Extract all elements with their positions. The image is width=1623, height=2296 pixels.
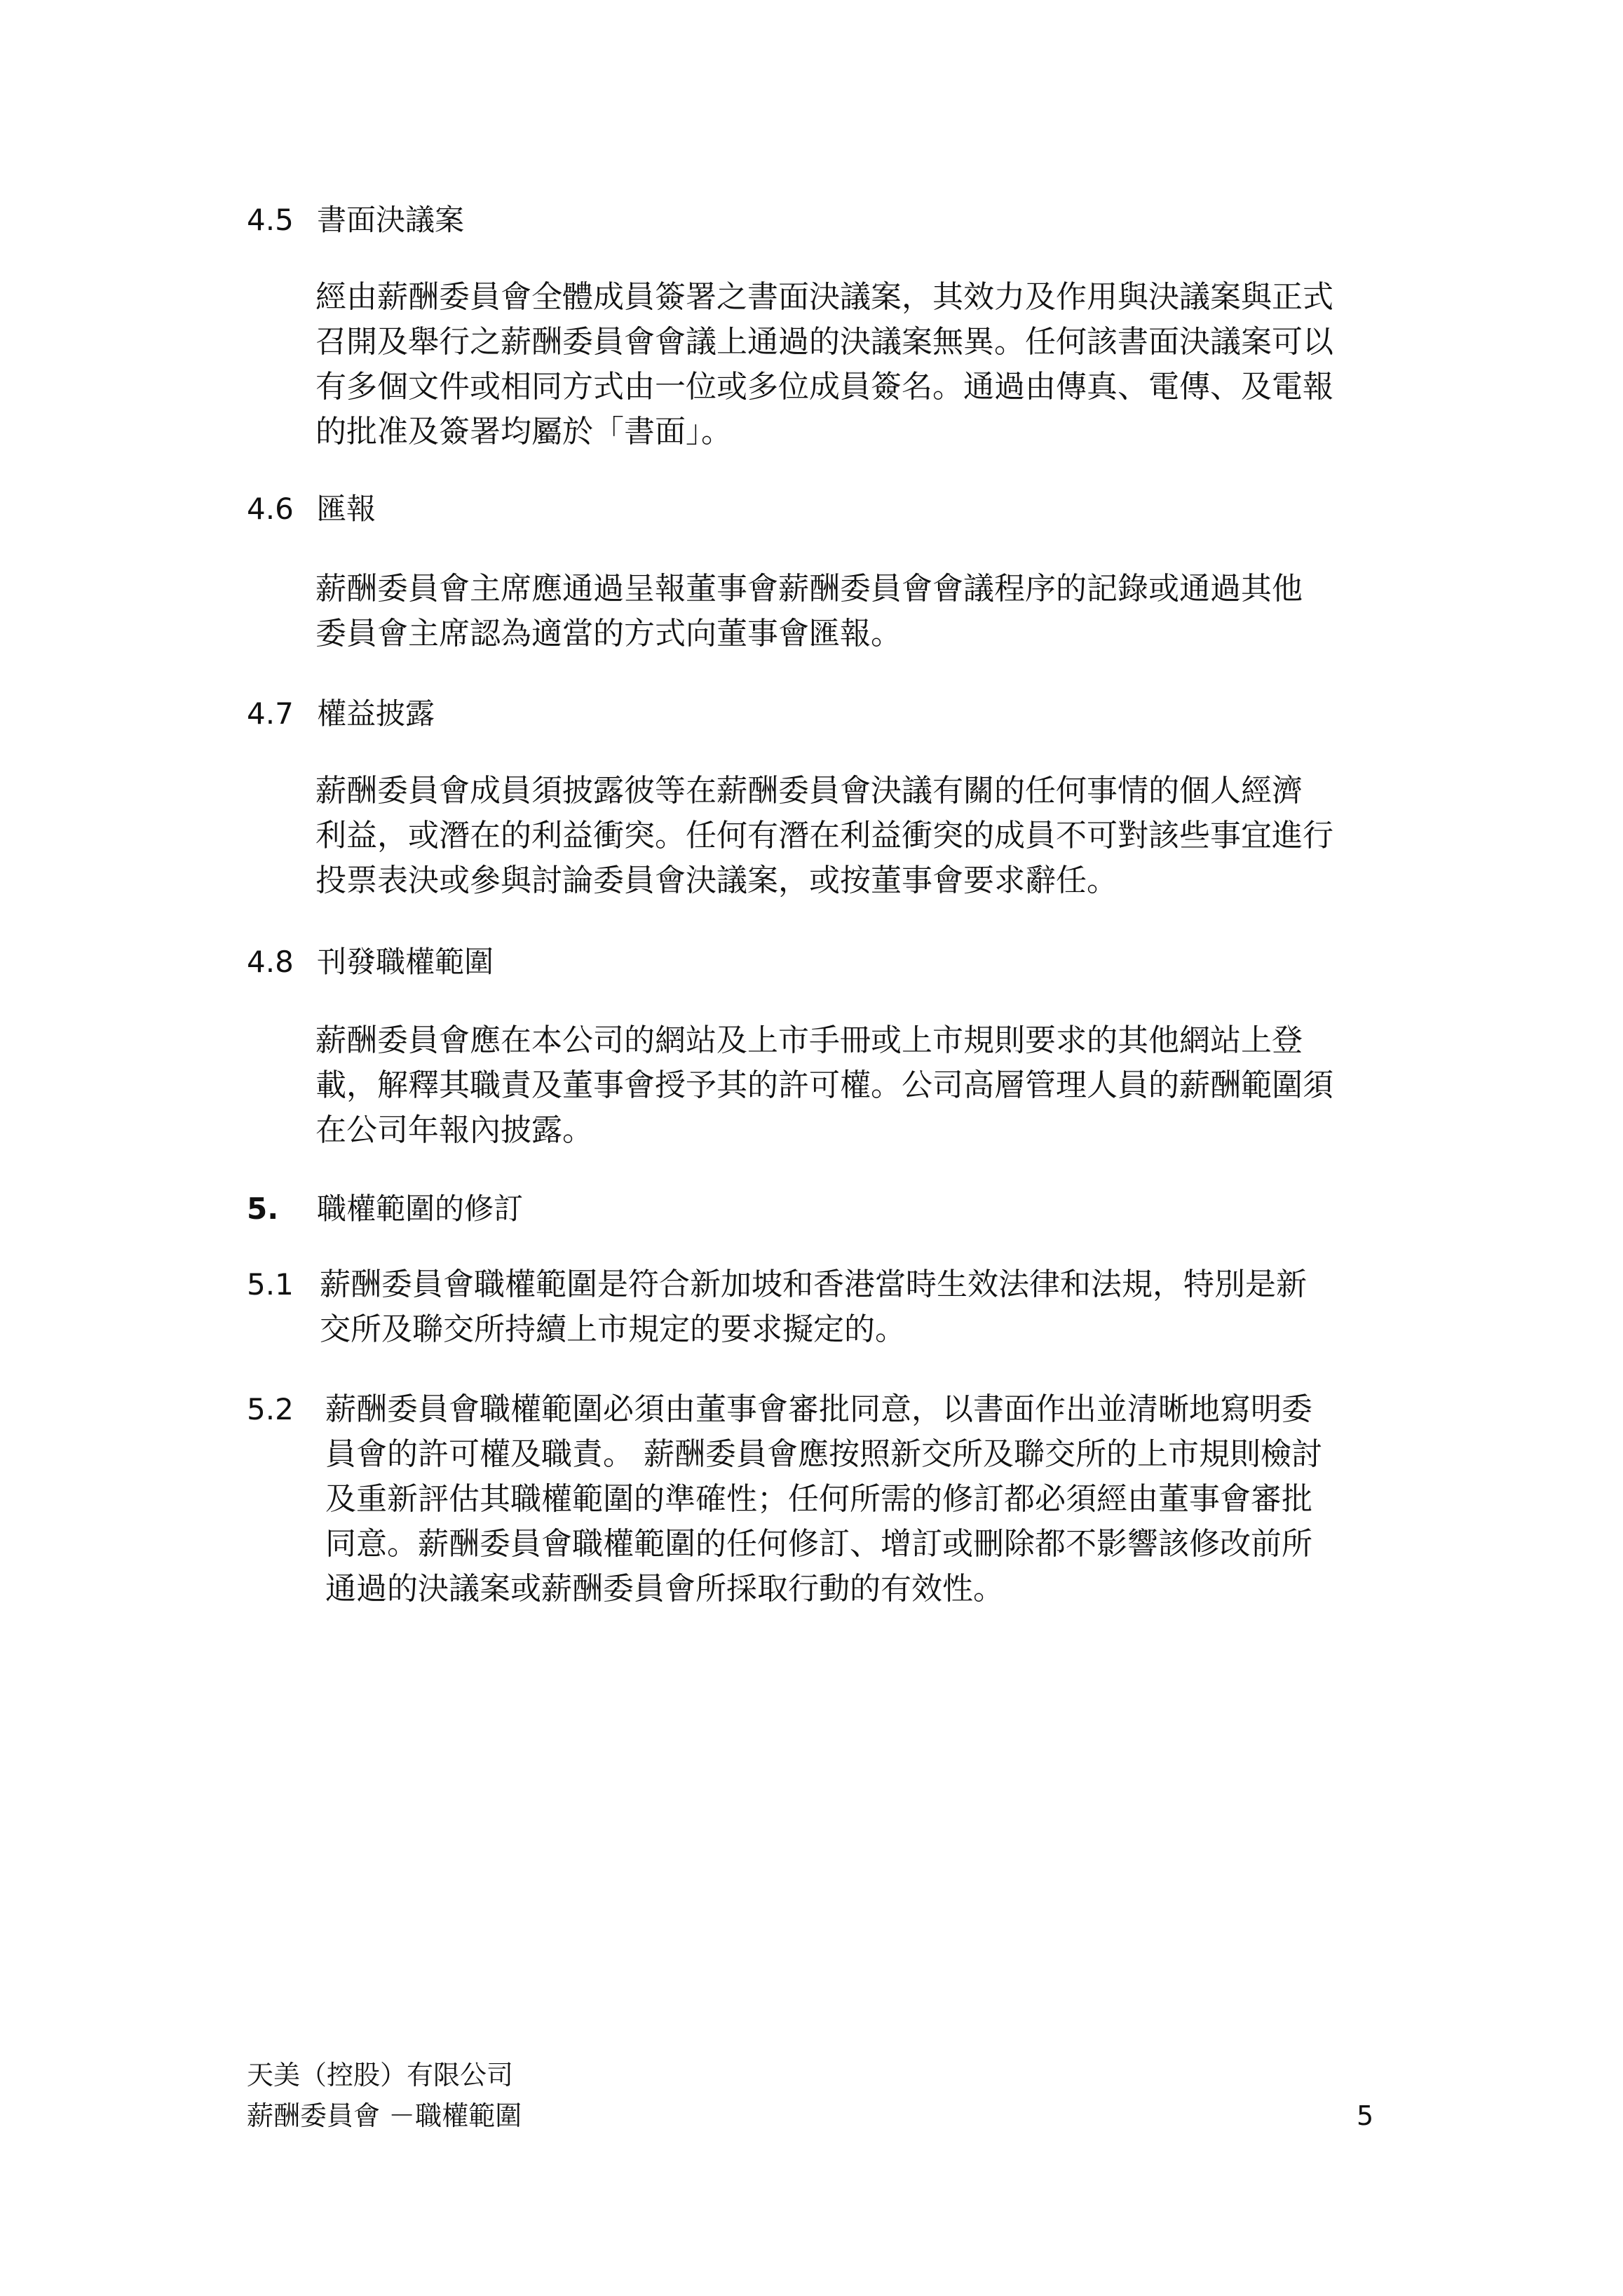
clause-number: 5.1 — [247, 1267, 294, 1302]
paragraph-line: 薪酬委員會應在本公司的網站及上市手冊或上市規則要求的其他網站上登 — [315, 1022, 1303, 1058]
paragraph-line: 薪酬委員會職權範圍是符合新加坡和香港當時生效法律和法規，特別是新 — [320, 1267, 1307, 1302]
paragraph-line: 通過的決議案或薪酬委員會所採取行動的有效性。 — [325, 1571, 1004, 1607]
paragraph-line: 在公司年報內披露。 — [315, 1112, 593, 1148]
clause-number: 5.2 — [247, 1392, 294, 1426]
section-body-4-5 — [315, 275, 1385, 454]
paragraph-line: 交所及聯交所持續上市規定的要求擬定的。 — [320, 1311, 906, 1347]
paragraph-line: 及重新評估其職權範圍的準確性；任何所需的修訂都必須經由董事會審批 — [325, 1481, 1312, 1517]
paragraph-line: 員會的許可權及職責。 薪酬委員會應按照新交所及聯交所的上市規則檢討 — [325, 1436, 1322, 1472]
paragraph-line: 委員會主席認為適當的方式向董事會匯報。 — [315, 616, 902, 651]
section-title: 書面決議案 — [317, 203, 465, 237]
paragraph-line: 的批准及簽署均屬於「書面」。 — [315, 414, 732, 450]
section-title: 權益披露 — [317, 696, 435, 731]
paragraph-line: 經由薪酬委員會全體成員簽署之書面決議案，其效力及作用與決議案與正式 — [315, 279, 1333, 315]
section-heading-4-7 — [247, 691, 435, 736]
paragraph-line: 薪酬委員會職權範圍必須由董事會審批同意，以書面作出並清晰地寫明委 — [325, 1391, 1312, 1427]
section-heading-4-8 — [247, 940, 494, 985]
section-number: 4.7 — [247, 696, 294, 731]
section-title: 職權範圍的修訂 — [317, 1191, 524, 1226]
section-heading-4-6 — [247, 487, 376, 532]
section-number: 4.8 — [247, 945, 294, 979]
section-heading-4-5 — [247, 198, 464, 243]
section-body-4-6 — [315, 567, 1385, 656]
section-title: 匯報 — [317, 492, 376, 526]
section-title: 刊發職權範圍 — [317, 945, 494, 979]
footer-company: 天美（控股）有限公司 — [247, 2060, 514, 2091]
paragraph-line: 投票表決或參與討論委員會決議案，或按董事會要求辭任。 — [315, 863, 1118, 898]
paragraph-line: 載，解釋其職責及董事會授予其的許可權。公司高層管理人員的薪酬範圍須 — [315, 1067, 1333, 1103]
paragraph-line: 薪酬委員會成員須披露彼等在薪酬委員會決議有關的任何事情的個人經濟 — [315, 773, 1303, 809]
section-body-4-8 — [315, 1018, 1385, 1153]
section-number: 4.6 — [247, 492, 294, 526]
paragraph-line: 召開及舉行之薪酬委員會會議上通過的決議案無異。任何該書面決議案可以 — [315, 324, 1333, 360]
page-number: 5 — [1357, 2100, 1374, 2131]
section-heading-5 — [247, 1187, 523, 1231]
paragraph-line: 薪酬委員會主席應通過呈報董事會薪酬委員會會議程序的記錄或通過其他 — [315, 571, 1303, 607]
footer-document-title: 薪酬委員會 －職權範圍 — [247, 2100, 522, 2131]
section-number: 4.5 — [247, 203, 294, 237]
section-body-4-7 — [315, 769, 1385, 903]
paragraph-line: 利益，或潛在的利益衝突。任何有潛在利益衝突的成員不可對該些事宜進行 — [315, 818, 1333, 853]
section-number: 5. — [247, 1191, 279, 1226]
paragraph-line: 同意。薪酬委員會職權範圍的任何修訂、增訂或刪除都不影響該修改前所 — [325, 1526, 1312, 1562]
page-footer — [247, 2055, 522, 2136]
paragraph-line: 有多個文件或相同方式由一位或多位成員簽名。通過由傳真、電傳、及電報 — [315, 369, 1333, 405]
